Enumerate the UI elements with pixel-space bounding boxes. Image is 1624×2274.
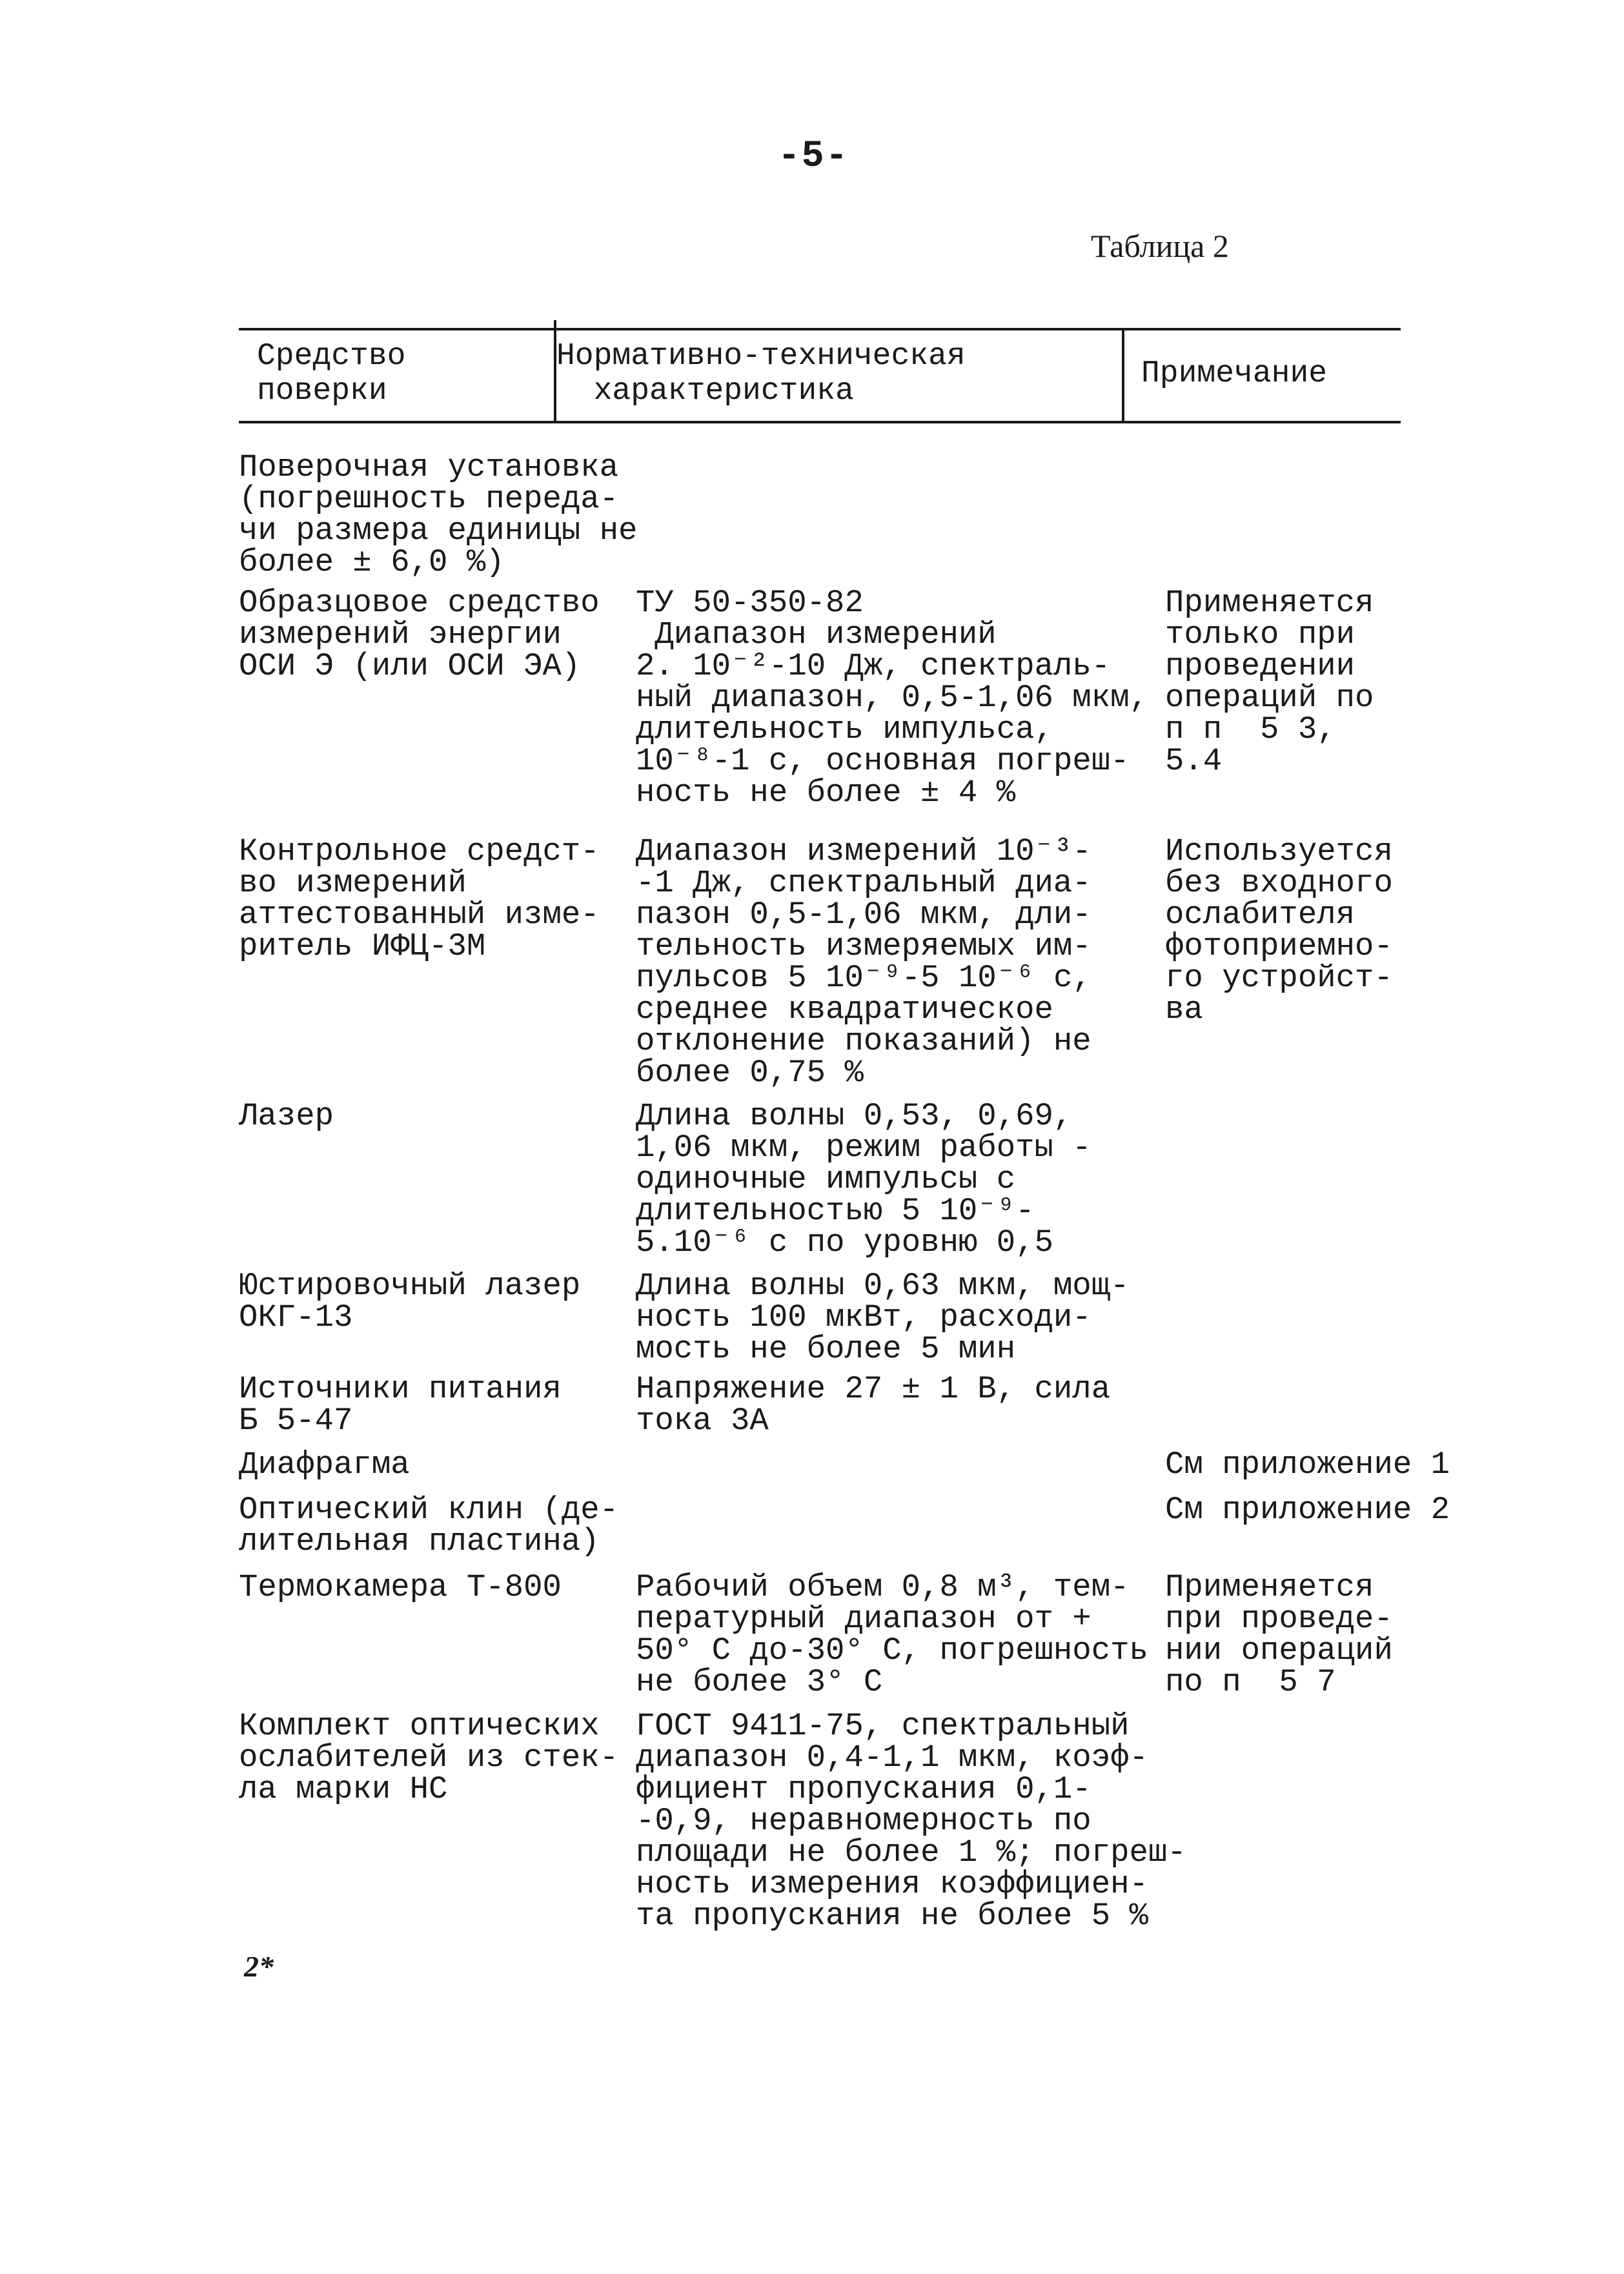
row-8-note: См приложение 2 (1165, 1492, 1450, 1528)
row-10-specification: ГОСТ 9411-75, спектральный диапазон 0,4-1,1 мкм, коэф- фициент пропускания 0,1- -0,9, неравномерность по площади не более 1 %; погреш- ность измерения коэффициен- та пропускания не более 5 % (636, 1708, 1186, 1934)
row-7-note: См приложение 1 (1165, 1447, 1450, 1483)
row-2-specification: ТУ 50-350-82 Диапазон измерений 2. 10⁻²-10 Дж, спектраль- ный диапазон, 0,5-1,06 мкм, длительность импульса, 10⁻⁸-1 с, основная погреш- ность не более ± 4 % (636, 585, 1148, 811)
row-9-note: Применяется при проведе- нии операций по п 5 7 (1165, 1569, 1393, 1700)
table-top-rule (239, 328, 1401, 330)
row-2-note: Применяется только при проведении операций по п п 5 3, 5.4 (1165, 585, 1374, 779)
row-2-instrument: Образцовое средство измерений энергии ОСИ Э (или ОСИ ЭА) (239, 585, 600, 684)
header-col-specification: Нормативно-техническая характеристика (556, 339, 966, 409)
row-3-specification: Диапазон измерений 10⁻³- -1 Дж, спектральный диа- пазон 0,5-1,06 мкм, дли- тельность измеряемых им- пульсов 5 10⁻⁹-5 10⁻⁶ с, среднее квадратическое отклонение показаний) не более 0,75 % (636, 833, 1091, 1091)
row-5-instrument: Юстировочный лазер ОКГ-13 (239, 1268, 581, 1335)
row-6-specification: Напряжение 27 ± 1 В, сила тока 3А (636, 1371, 1111, 1439)
table-header-bottom-rule (239, 421, 1401, 423)
header-col-note: Примечание (1141, 356, 1328, 391)
row-4-instrument: Лазер (239, 1098, 334, 1134)
page-number: -5- (778, 136, 849, 178)
row-10-instrument: Комплект оптических ослабителей из стек- ла марки НС (239, 1708, 619, 1807)
row-7-instrument: Диафрагма (239, 1447, 410, 1483)
row-1-instrument: Поверочная установка (погрешность переда- чи размера единицы не более ± 6,0 %) (239, 449, 638, 580)
row-9-instrument: Термокамера Т-800 (239, 1569, 562, 1605)
table-title: Таблица 2 (1091, 228, 1229, 264)
row-4-specification: Длина волны 0,53, 0,69, 1,06 мкм, режим работы - одиночные импульсы с длительностью 5 10⁻⁹- 5.10⁻⁶ с по уровню 0,5 (636, 1098, 1091, 1261)
header-col-instrument: Средство поверки (257, 339, 406, 409)
table-divider-2 (1122, 328, 1124, 423)
row-5-specification: Длина волны 0,63 мкм, мощ- ность 100 мкВт, расходи- мость не более 5 мин (636, 1268, 1130, 1367)
row-3-instrument: Контрольное средст- во измерений аттестованный изме- ритель ИФЦ-3М (239, 833, 600, 964)
row-9-specification: Рабочий объем 0,8 м³, тем- пературный диапазон от + 50° С до-30° С, погрешность не более 3° С (636, 1569, 1148, 1700)
row-3-note: Используется без входного ослабителя фотоприемно- го устройст- ва (1165, 833, 1393, 1028)
row-6-instrument: Источники питания Б 5-47 (239, 1371, 562, 1439)
row-8-instrument: Оптический клин (де- лительная пластина) (239, 1492, 619, 1559)
signature-mark: 2* (244, 1950, 274, 1983)
